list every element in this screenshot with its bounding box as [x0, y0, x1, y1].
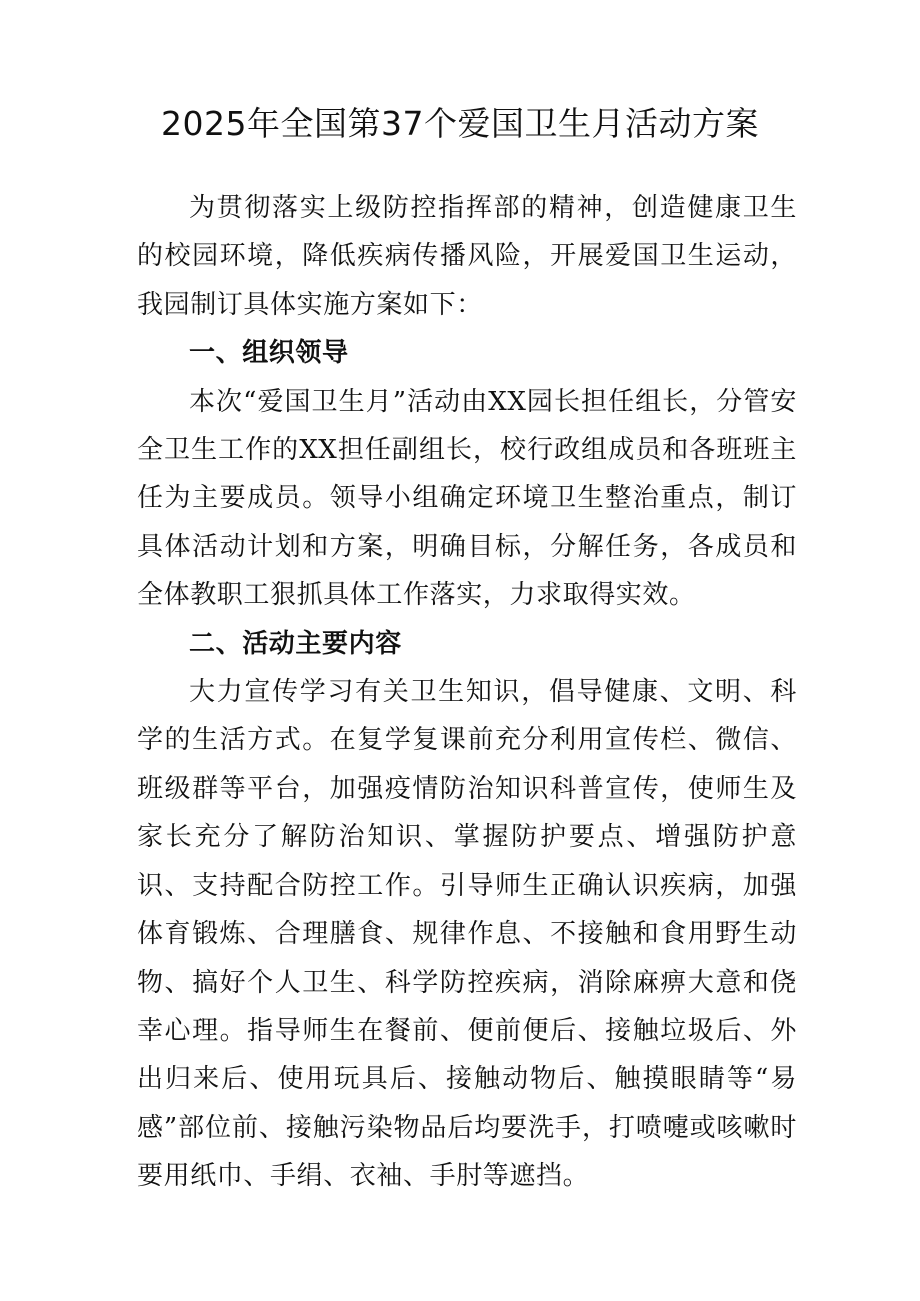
section-heading-organization: 一、组织领导 — [189, 338, 349, 369]
section-body-activities: 大力宣传学习有关卫生知识，倡导健康、文明、科学的生活方式。在复学复课前充分利用宣传栏、微信、班级群等平台，加强疫情防治知识科普宣传，使师生及家长充分了解防治知识、掌握防护要点、增强防护意识、支持配合防控工作。引导师生正确认识疾病，加强体育锻炼、合理膳食、规律作息、不接触和食用野生动物、搞好个人卫生、科学防控疾病，消除麻痹大意和侥幸心理。指导师生在餐前、便前便后、接触垃圾后、外出归来后、使用玩具后、接触动物后、触摸眼睛等“易感”部位前、接触污染物品后均要洗手，打喷嚏或咳嗽时要用纸巾、手绢、衣袖、手肘等遮挡。 — [137, 677, 797, 1192]
intro-paragraph: 为贯彻落实上级防控指挥部的精神，创造健康卫生的校园环境，降低疾病传播风险，开展爱国卫生运动，我园制订具体实施方案如下： — [137, 193, 797, 320]
document-title: 2025年全国第37个爱国卫生月活动方案 — [161, 104, 759, 143]
section-body-organization: 本次“爱国卫生月”活动由XX园长担任组长，分管安全卫生工作的XX担任副组长，校行政组成员和各班班主任为主要成员。领导小组确定环境卫生整治重点，制订具体活动计划和方案，明确目标，分解任务，各成员和全体教职工狠抓具体工作落实，力求取得实效。 — [137, 386, 797, 611]
document-body — [137, 184, 797, 1201]
section-heading-activities: 二、活动主要内容 — [189, 628, 402, 659]
